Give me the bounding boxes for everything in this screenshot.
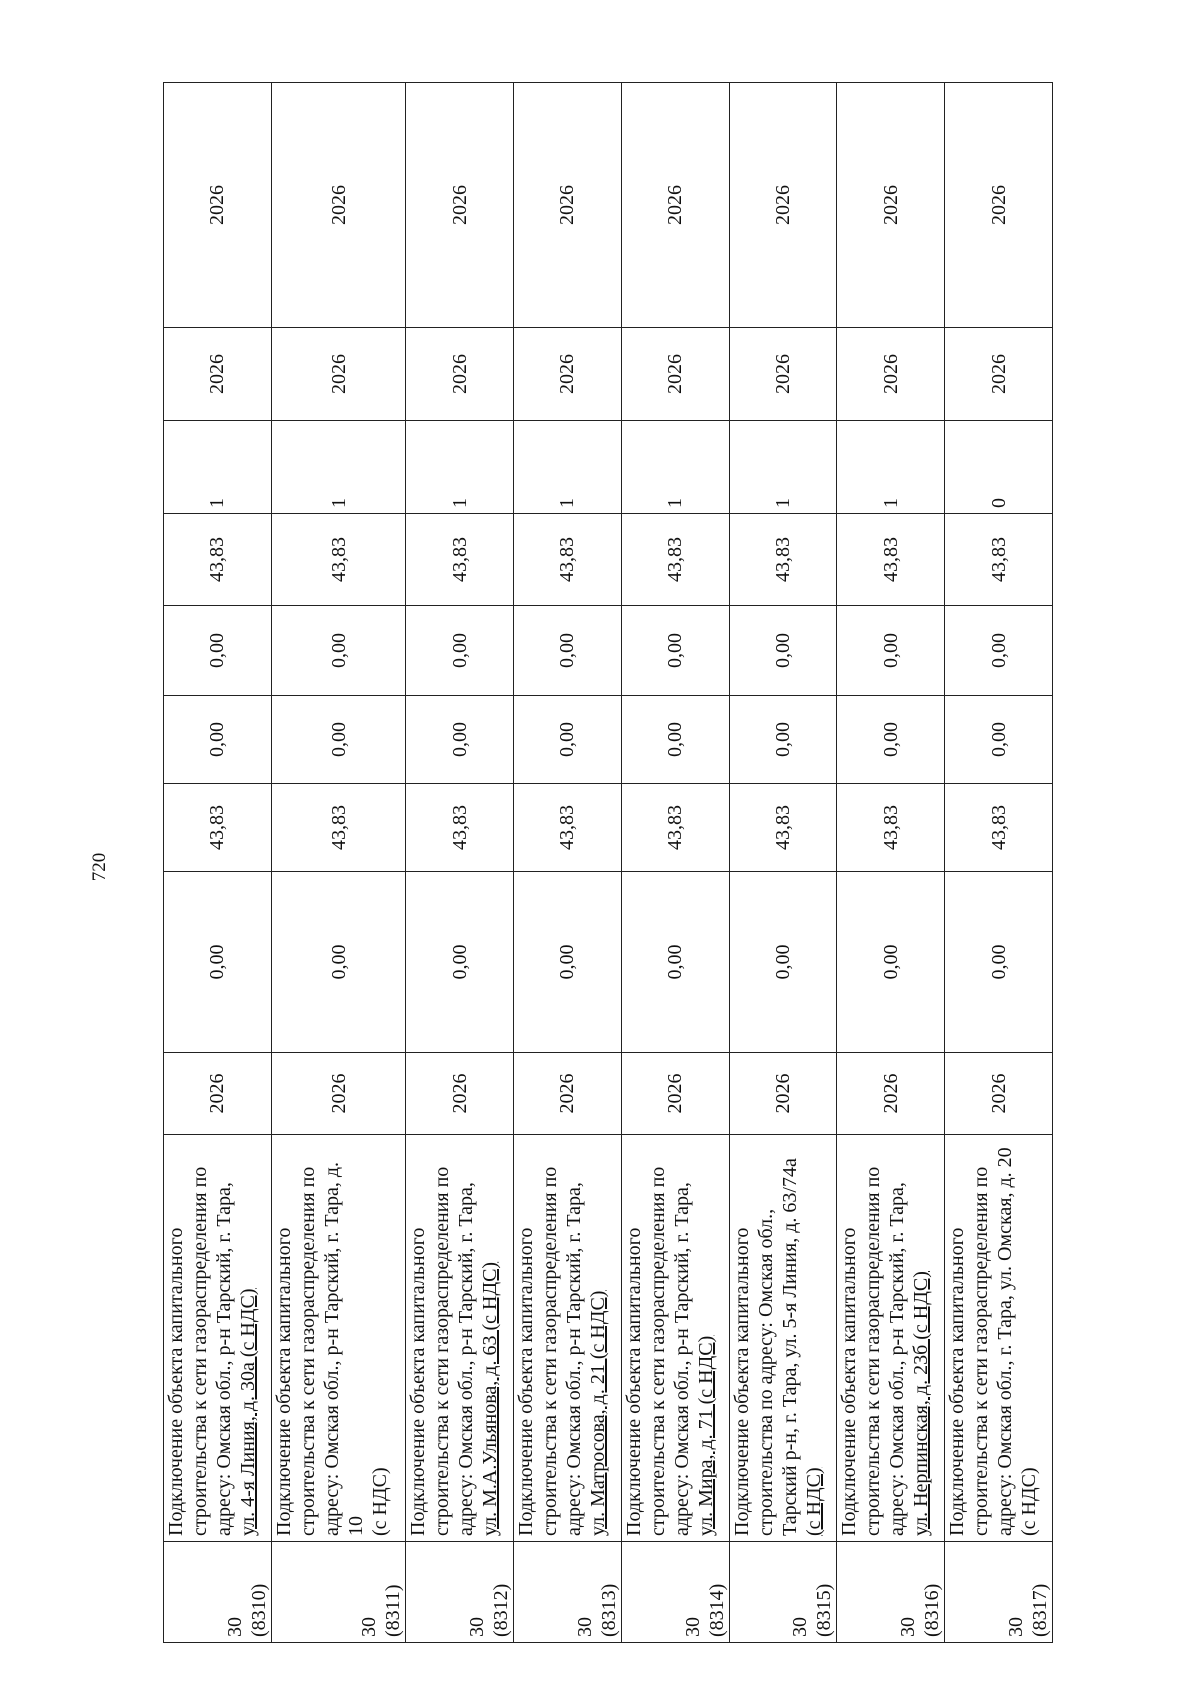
name-line: Подключение объекта капитального	[946, 1227, 969, 1536]
name-line: Подключение объекта капитального	[838, 1227, 861, 1536]
name-line: ул. М.А.Ульянова, д. 63 (с НДС)	[479, 1261, 502, 1536]
year-cell: 2026	[729, 83, 837, 328]
name-line: Подключение объекта капитального	[515, 1227, 538, 1536]
value-cell: 43,83	[406, 514, 514, 606]
year-cell: 2026	[271, 328, 405, 421]
value-cell: 0,00	[729, 872, 837, 1053]
value-cell: 43,83	[164, 784, 272, 872]
year-start-cell: 2026	[621, 1053, 729, 1135]
value-cell: 0,00	[729, 606, 837, 696]
rotated-table-wrapper	[163, 83, 1053, 1643]
project-name-cell	[271, 1135, 405, 1542]
name-line: строительства к сети газораспределения по	[431, 1166, 454, 1536]
year-cell: 2026	[729, 328, 837, 421]
quantity-cell: 1	[164, 421, 272, 514]
value-cell: 0,00	[837, 606, 945, 696]
year-cell: 2026	[514, 83, 622, 328]
row-id-cell	[514, 1542, 622, 1643]
value-cell: 0,00	[945, 606, 1053, 696]
quantity-cell: 1	[837, 421, 945, 514]
name-line: ул. Матросова, д. 21 (с НДС)	[587, 1290, 610, 1536]
row-code: (8311)	[382, 1584, 405, 1637]
name-line: ул. 4-я Линия, д. 30а (с НДС)	[237, 1288, 259, 1536]
year-cell: 2026	[406, 328, 514, 421]
row-code: (8312)	[490, 1583, 513, 1637]
name-line: (с НДС)	[1018, 1467, 1041, 1536]
name-line: строительства к сети газораспределения по	[970, 1166, 993, 1536]
table-row	[945, 83, 1053, 1643]
project-name-cell	[164, 1135, 272, 1542]
year-cell: 2026	[837, 328, 945, 421]
year-start-cell: 2026	[837, 1053, 945, 1135]
value-cell: 43,83	[164, 514, 272, 606]
name-line: строительства по адресу: Омская обл.,	[754, 1208, 777, 1536]
row-number: 30	[358, 1617, 381, 1637]
year-cell: 2026	[406, 83, 514, 328]
value-cell: 0,00	[621, 872, 729, 1053]
value-cell: 0,00	[514, 696, 622, 784]
value-cell: 0,00	[621, 606, 729, 696]
project-name-cell	[837, 1135, 945, 1542]
year-start-cell: 2026	[729, 1053, 837, 1135]
quantity-cell: 1	[271, 421, 405, 514]
value-cell: 0,00	[406, 606, 514, 696]
name-line: строительства к сети газораспределения по	[296, 1166, 319, 1536]
table-row	[406, 83, 514, 1643]
name-line: адресу: Омская обл., р-н Тарский, г. Тара, д. 10	[320, 1161, 367, 1536]
row-code: (8317)	[1029, 1583, 1051, 1637]
row-code: (8315)	[813, 1583, 836, 1637]
value-cell: 0,00	[164, 606, 272, 696]
row-number: 30	[897, 1617, 920, 1637]
name-line: Подключение объекта капитального	[730, 1227, 753, 1536]
row-number: 30	[223, 1617, 246, 1637]
page-number: 720	[89, 852, 110, 882]
value-cell: 0,00	[945, 872, 1053, 1053]
year-cell: 2026	[945, 328, 1053, 421]
value-cell: 43,83	[514, 784, 622, 872]
row-number: 30	[1005, 1617, 1027, 1637]
row-number: 30	[681, 1617, 704, 1637]
row-id-cell	[271, 1542, 405, 1643]
value-cell: 0,00	[514, 606, 622, 696]
row-code: (8310)	[247, 1583, 270, 1637]
value-cell: 43,83	[837, 514, 945, 606]
value-cell: 0,00	[406, 872, 514, 1053]
quantity-cell: 1	[406, 421, 514, 514]
quantity-cell: 1	[621, 421, 729, 514]
project-name-cell	[406, 1135, 514, 1542]
value-cell: 43,83	[514, 514, 622, 606]
year-cell: 2026	[621, 83, 729, 328]
quantity-cell: 1	[514, 421, 622, 514]
quantity-cell: 0	[945, 421, 1053, 514]
project-name-cell	[621, 1135, 729, 1542]
name-line: адресу: Омская обл., г. Тара, ул. Омская, д. 20	[994, 1147, 1017, 1536]
row-number: 30	[466, 1617, 489, 1637]
year-start-cell: 2026	[164, 1053, 272, 1135]
row-number: 30	[573, 1617, 596, 1637]
name-line: (с НДС)	[802, 1467, 825, 1536]
year-start-cell: 2026	[514, 1053, 622, 1135]
table-row	[729, 83, 837, 1643]
name-line: Тарский р-н, г. Тара, ул. 5-я Линия, д. 63/74а	[778, 1158, 801, 1536]
value-cell: 43,83	[406, 784, 514, 872]
name-line: адресу: Омская обл., р-н Тарский, г. Тара,	[886, 1182, 909, 1536]
table-row	[837, 83, 945, 1643]
year-cell: 2026	[514, 328, 622, 421]
name-line: адресу: Омская обл., р-н Тарский, г. Тара,	[670, 1182, 693, 1536]
year-cell: 2026	[164, 83, 272, 328]
investment-table	[163, 82, 1053, 1643]
name-line: Подключение объекта капитального	[407, 1227, 430, 1536]
row-code: (8316)	[921, 1583, 944, 1637]
row-id-cell	[621, 1542, 729, 1643]
value-cell: 0,00	[837, 696, 945, 784]
value-cell: 43,83	[621, 784, 729, 872]
value-cell: 0,00	[406, 696, 514, 784]
year-cell: 2026	[164, 328, 272, 421]
name-line: строительства к сети газораспределения по	[862, 1166, 885, 1536]
table-row	[271, 83, 405, 1643]
name-line: Подключение объекта капитального	[165, 1227, 187, 1536]
name-line: строительства к сети газораспределения по	[646, 1166, 669, 1536]
year-cell: 2026	[621, 328, 729, 421]
year-start-cell: 2026	[406, 1053, 514, 1135]
value-cell: 0,00	[271, 696, 405, 784]
value-cell: 0,00	[271, 606, 405, 696]
name-line: Подключение объекта капитального	[272, 1227, 295, 1536]
value-cell: 43,83	[271, 514, 405, 606]
name-line: ул. Нерпинская, д. 23б (с НДС)	[910, 1271, 933, 1536]
name-line: Подключение объекта капитального	[622, 1227, 645, 1536]
value-cell: 43,83	[729, 784, 837, 872]
row-number: 30	[789, 1617, 812, 1637]
value-cell: 43,83	[621, 514, 729, 606]
value-cell: 43,83	[837, 784, 945, 872]
name-line: (с НДС)	[368, 1467, 391, 1536]
row-code: (8314)	[705, 1583, 728, 1637]
value-cell: 0,00	[164, 872, 272, 1053]
value-cell: 0,00	[514, 872, 622, 1053]
value-cell: 43,83	[945, 514, 1053, 606]
project-name-cell	[729, 1135, 837, 1542]
name-line: ул. Мира, д. 71 (с НДС)	[694, 1335, 717, 1536]
year-cell: 2026	[837, 83, 945, 328]
row-id-cell	[945, 1542, 1053, 1643]
value-cell: 0,00	[621, 696, 729, 784]
year-start-cell: 2026	[271, 1053, 405, 1135]
row-id-cell	[837, 1542, 945, 1643]
value-cell: 43,83	[729, 514, 837, 606]
name-line: строительства к сети газораспределения по	[189, 1166, 211, 1536]
value-cell: 0,00	[729, 696, 837, 784]
value-cell: 0,00	[271, 872, 405, 1053]
row-id-cell	[164, 1542, 272, 1643]
value-cell: 0,00	[837, 872, 945, 1053]
project-name-cell	[514, 1135, 622, 1542]
row-code: (8313)	[597, 1583, 620, 1637]
name-line: адресу: Омская обл., р-н Тарский, г. Тара,	[455, 1182, 478, 1536]
name-line: строительства к сети газораспределения по	[539, 1166, 562, 1536]
value-cell: 43,83	[945, 784, 1053, 872]
value-cell: 0,00	[164, 696, 272, 784]
name-line: адресу: Омская обл., р-н Тарский, г. Тара,	[213, 1182, 235, 1536]
row-id-cell	[729, 1542, 837, 1643]
value-cell: 43,83	[271, 784, 405, 872]
value-cell: 0,00	[945, 696, 1053, 784]
quantity-cell: 1	[729, 421, 837, 514]
table-row	[514, 83, 622, 1643]
table-row	[164, 83, 272, 1643]
row-id-cell	[406, 1542, 514, 1643]
name-line: адресу: Омская обл., р-н Тарский, г. Тара,	[563, 1182, 586, 1536]
year-cell: 2026	[945, 83, 1053, 328]
table-row	[621, 83, 729, 1643]
year-start-cell: 2026	[945, 1053, 1053, 1135]
year-cell: 2026	[271, 83, 405, 328]
project-name-cell	[945, 1135, 1053, 1542]
